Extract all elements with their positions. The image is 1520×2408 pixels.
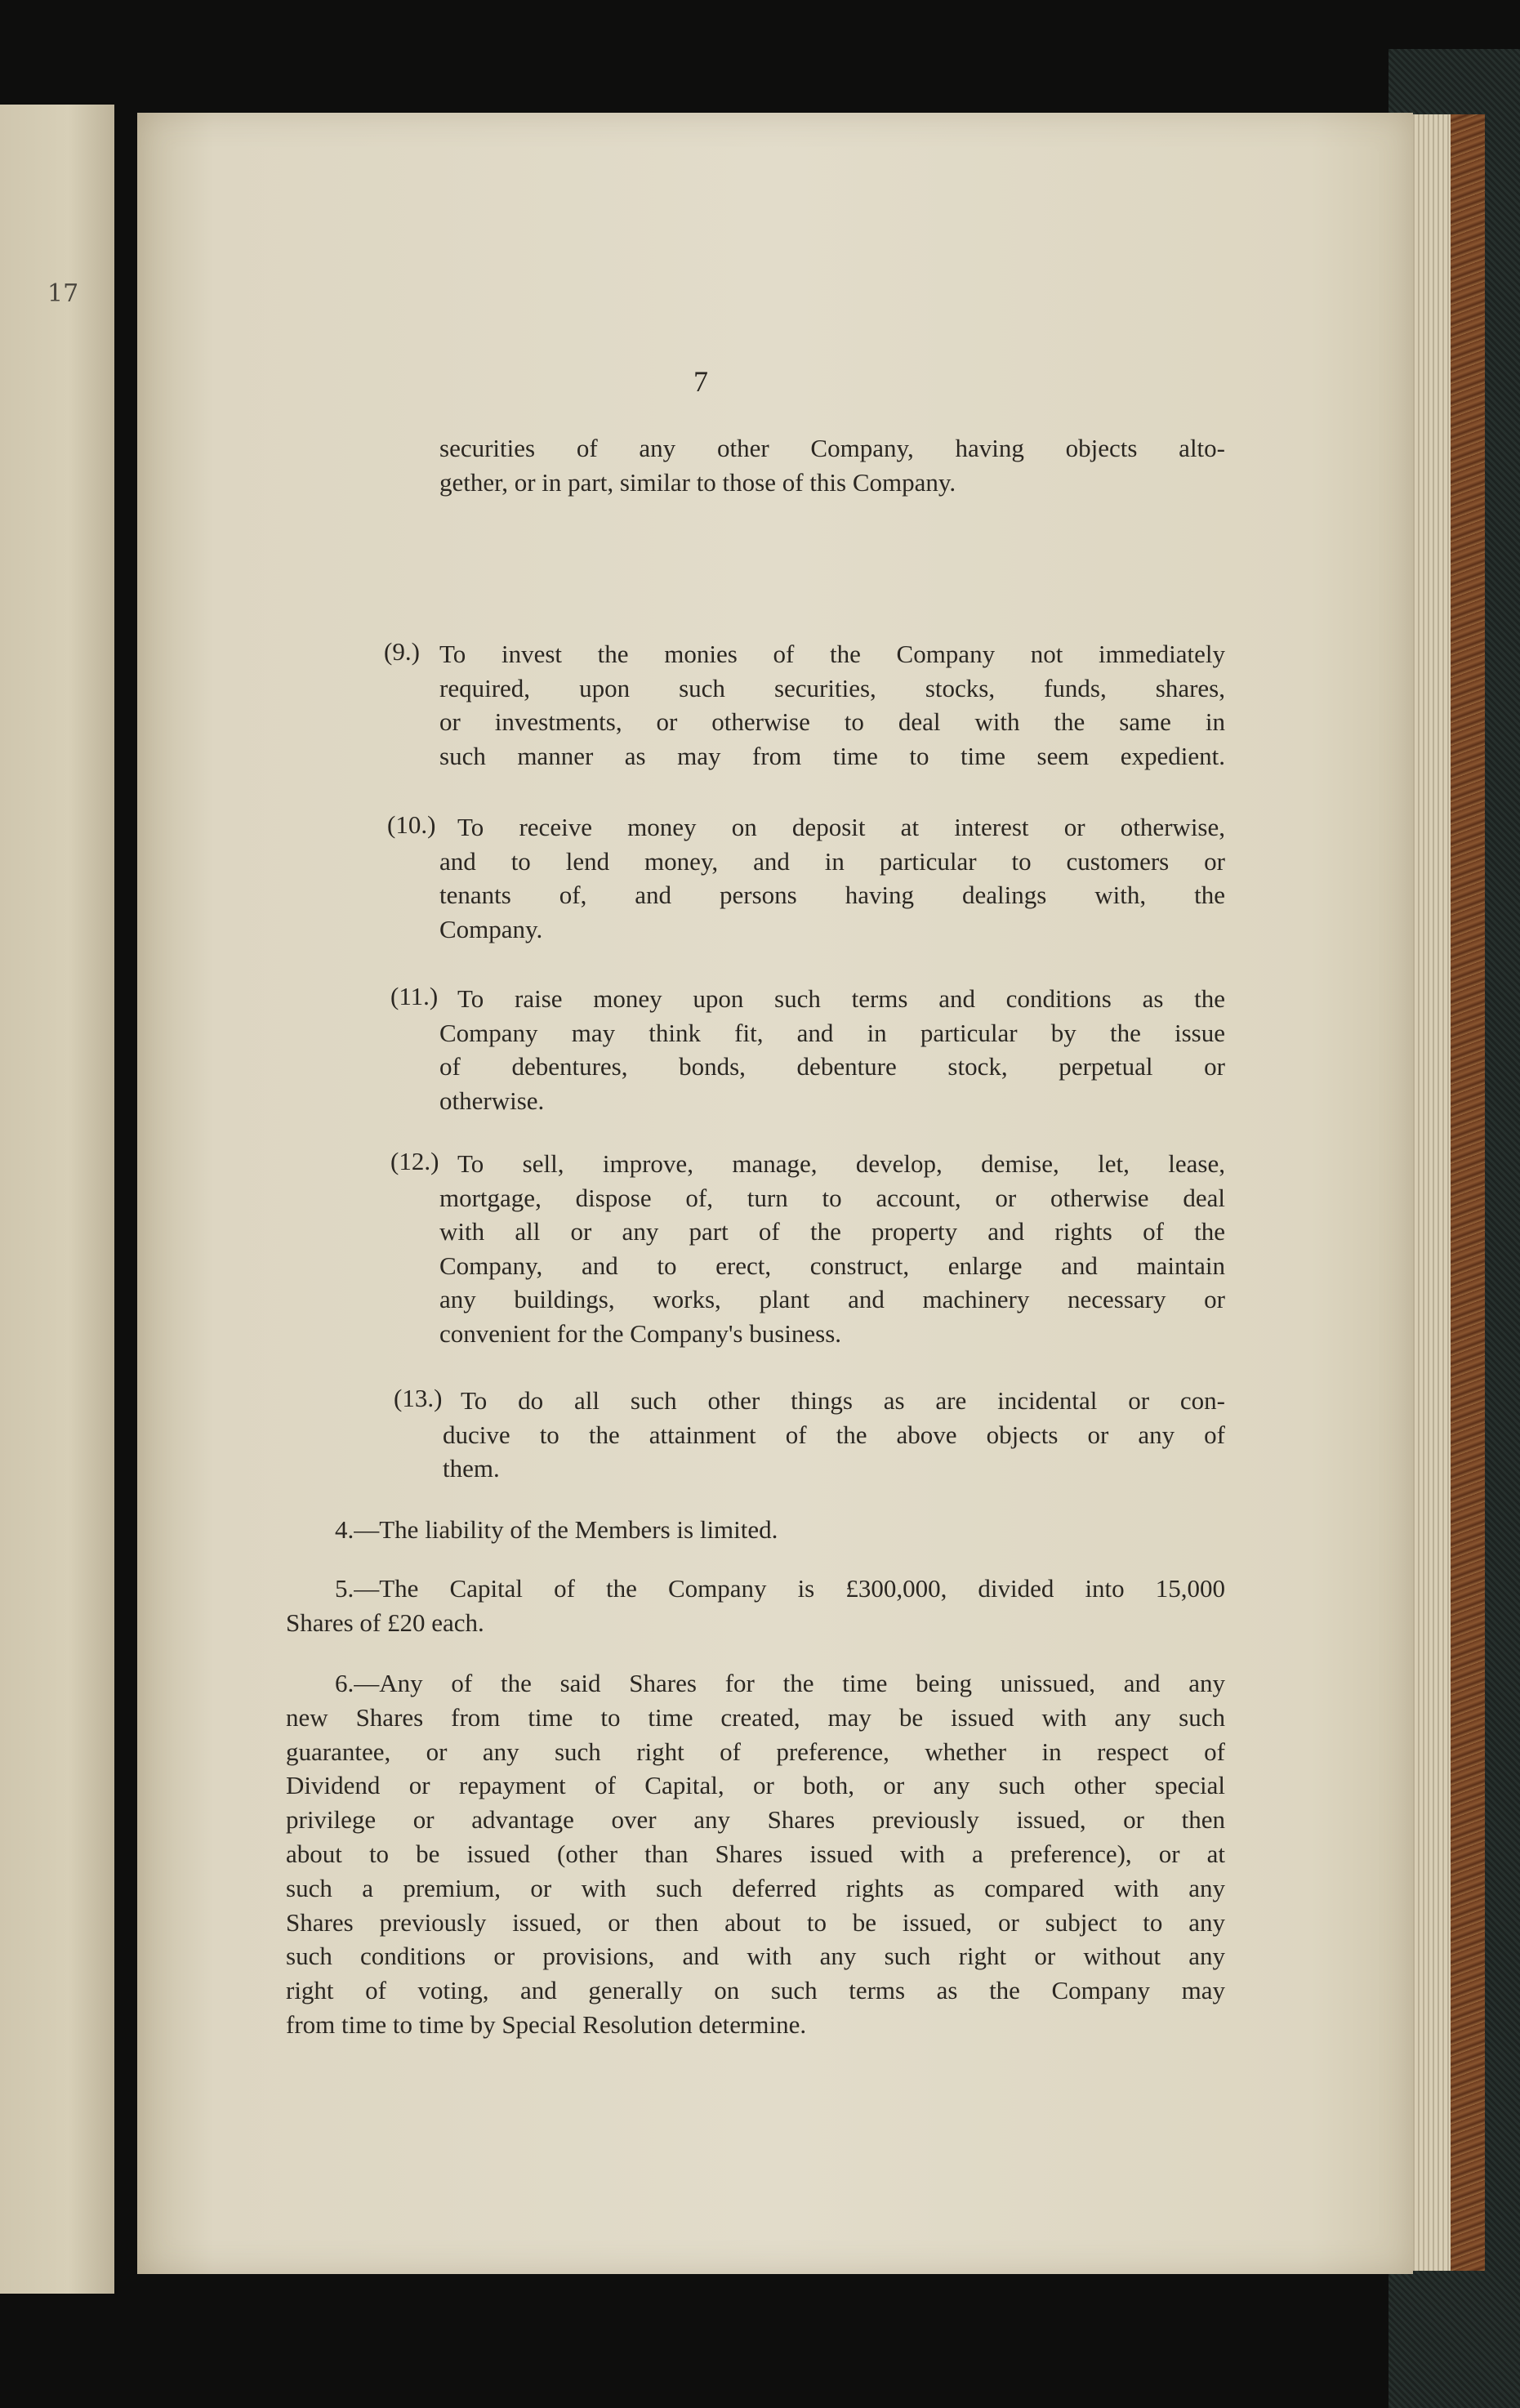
text-line: convenient for the Company's business. [439, 1318, 842, 1348]
text-line: tenants of, and persons having dealings with, the [439, 881, 1225, 909]
clause-number: (10.) [387, 810, 436, 839]
text-line: securities of any other Company, having objects alto- [439, 434, 1225, 462]
clause-11 [439, 982, 1225, 1117]
text-line: To invest the monies of the Company not immediately [439, 640, 1225, 668]
text-line: Company. [439, 914, 543, 943]
text-line: such manner as may from time to time seem expedient. [439, 741, 1225, 770]
text-line: Shares previously issued, or then about to be issued, or subject to any [286, 1907, 1225, 1937]
text-line: To sell, improve, manage, develop, demise, let, lease, [457, 1149, 1225, 1178]
clause-9 [439, 637, 1225, 773]
text-line: and to lend money, and in particular to customers or [439, 846, 1225, 876]
clause-number: (13.) [394, 1384, 443, 1412]
text-line: 6.—Any of the said Shares for the time being unissued, and any [335, 1669, 1225, 1697]
text-line: privilege or advantage over any Shares previously issued, or then [286, 1805, 1225, 1835]
marbled-page-edge [1447, 114, 1485, 2271]
text-line: from time to time by Special Resolution determine. [286, 2009, 807, 2039]
clause-number: (9.) [384, 637, 420, 666]
text-line: Company, and to erect, construct, enlarge and maintain [439, 1251, 1225, 1280]
text-line: required, upon such securities, stocks, funds, shares, [439, 673, 1225, 702]
text-line: To do all such other things as are incidental or con- [461, 1386, 1225, 1415]
document-page [137, 113, 1413, 2274]
left-page-mark: 17 [47, 279, 79, 308]
text-line: 4.—The liability of the Members is limited. [335, 1515, 778, 1544]
text-line: with all or any part of the property and rights of the [439, 1217, 1225, 1246]
clause-number: (12.) [390, 1147, 439, 1175]
text-line: Shares of £20 each. [286, 1608, 484, 1637]
text-line: ducive to the attainment of the above objects or any of [443, 1420, 1225, 1449]
left-page [0, 105, 114, 2294]
text-line: To raise money upon such terms and conditions as the [457, 984, 1225, 1013]
clause-number: (11.) [390, 982, 439, 1010]
text-line: mortgage, dispose of, turn to account, or otherwise deal [439, 1183, 1225, 1212]
text-line: them. [443, 1454, 500, 1483]
text-line: Company may think fit, and in particular by the issue [439, 1018, 1225, 1047]
text-line: new Shares from time to time created, may be issued with any such [286, 1702, 1225, 1732]
text-line: 5.—The Capital of the Company is £300,000, divided into 15,000 [335, 1574, 1225, 1603]
text-line: otherwise. [439, 1086, 545, 1115]
text-line: gether, or in part, similar to those of this Company. [439, 467, 956, 497]
clause-12 [439, 1147, 1225, 1350]
text-line: about to be issued (other than Shares issued with a preference), or at [286, 1839, 1225, 1868]
text-line: Dividend or repayment of Capital, or both, or any such other special [286, 1771, 1225, 1800]
text-line: right of voting, and generally on such terms as the Company may [286, 1976, 1225, 2005]
clause-10 [439, 810, 1225, 946]
paragraph-4 [335, 1513, 1225, 1547]
paragraph-6 [286, 1666, 1225, 2042]
text-line: such a premium, or with such deferred rights as compared with any [286, 1873, 1225, 1902]
page-content [137, 113, 1413, 2274]
text-line: To receive money on deposit at interest or otherwise, [457, 813, 1225, 841]
page-number: 7 [693, 365, 708, 398]
text-line: of debentures, bonds, debenture stock, perpetual or [439, 1052, 1225, 1081]
text-line: or investments, or otherwise to deal with the same in [439, 707, 1225, 736]
clause-13 [443, 1384, 1225, 1486]
text-line: guarantee, or any such right of preference, whether in respect of [286, 1737, 1225, 1766]
text-line: any buildings, works, plant and machinery necessary or [439, 1285, 1225, 1313]
paragraph-5 [286, 1572, 1225, 1639]
text-line: such conditions or provisions, and with any such right or without any [286, 1942, 1225, 1971]
clause-continuation [439, 431, 1225, 499]
